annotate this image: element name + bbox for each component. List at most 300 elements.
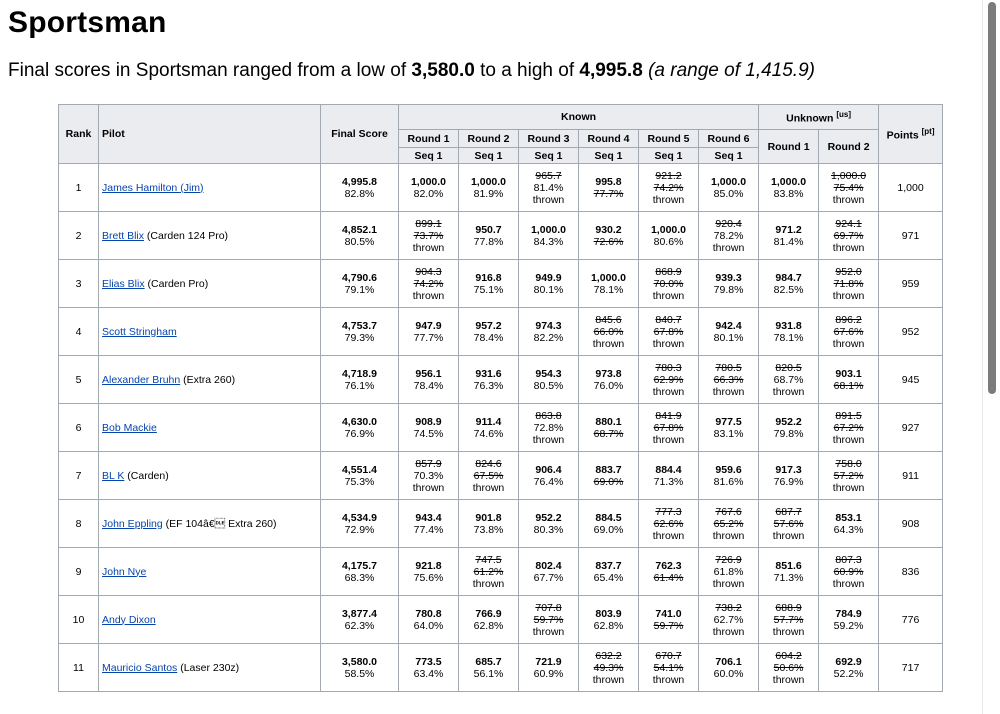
- round-score-cell: [819, 260, 879, 308]
- round-score: 880.1: [595, 415, 622, 428]
- final-score-value: 4,551.4: [341, 463, 378, 476]
- round-score: 738.2: [715, 601, 742, 614]
- round-score: 959.6: [715, 463, 742, 476]
- round-pct: 60.9%: [833, 565, 864, 578]
- thrown-label: thrown: [592, 673, 625, 686]
- round-score: 954.3: [535, 367, 562, 380]
- aircraft-label: (Laser 230z): [177, 661, 240, 674]
- round-pct: 70.3%: [413, 469, 444, 482]
- round-score-cell: [579, 548, 639, 596]
- points-cell: 1,000: [879, 164, 943, 212]
- round-score-cell: [519, 308, 579, 356]
- round-score-cell: [459, 644, 519, 692]
- round-score: 883.7: [595, 463, 622, 476]
- header-seq: Seq 1: [459, 148, 519, 164]
- thrown-label: thrown: [532, 193, 565, 206]
- round-pct: 54.1%: [653, 661, 684, 674]
- round-score-cell: [759, 404, 819, 452]
- round-score-cell: [519, 212, 579, 260]
- thrown-label: thrown: [712, 241, 745, 254]
- round-pct: 63.4%: [413, 667, 444, 680]
- thrown-label: thrown: [652, 289, 685, 302]
- round-score-cell: [819, 308, 879, 356]
- round-pct: 77.7%: [413, 331, 444, 344]
- final-score-value: 3,580.0: [341, 655, 378, 668]
- rank-cell: 11: [59, 644, 99, 692]
- round-score: 931.6: [475, 367, 502, 380]
- round-score: 977.5: [715, 415, 742, 428]
- round-score: 901.8: [475, 511, 502, 524]
- round-pct: 81.6%: [713, 475, 744, 488]
- thrown-label: thrown: [412, 289, 445, 302]
- round-score: 780.5: [715, 361, 742, 374]
- round-score-cell: [579, 596, 639, 644]
- final-score-cell: [321, 164, 399, 212]
- round-score-cell: [639, 356, 699, 404]
- rank-cell: 3: [59, 260, 99, 308]
- round-score-cell: [459, 356, 519, 404]
- round-pct: 77.7%: [593, 187, 624, 200]
- header-unknown-note[interactable]: [us]: [836, 109, 851, 119]
- rank-cell: 10: [59, 596, 99, 644]
- round-score: 916.8: [475, 271, 502, 284]
- thrown-label: thrown: [712, 529, 745, 542]
- round-pct: 83.8%: [773, 187, 804, 200]
- round-score: 921.8: [415, 559, 442, 572]
- points-cell: 836: [879, 548, 943, 596]
- round-score: 692.9: [835, 655, 862, 668]
- round-pct: 85.0%: [713, 187, 744, 200]
- round-score: 947.9: [415, 319, 442, 332]
- pilot-link[interactable]: Brett Blix: [102, 229, 145, 242]
- points-cell: 927: [879, 404, 943, 452]
- scrollbar[interactable]: [982, 0, 1000, 714]
- round-pct: 67.2%: [833, 421, 864, 434]
- round-pct: 75.4%: [833, 181, 864, 194]
- round-score-cell: [759, 596, 819, 644]
- final-score-pct: 62.3%: [344, 619, 375, 632]
- round-pct: 82.0%: [413, 187, 444, 200]
- round-score: 920.4: [715, 217, 742, 230]
- final-score-value: 4,995.8: [341, 175, 378, 188]
- thrown-label: thrown: [772, 625, 805, 638]
- round-pct: 80.3%: [533, 523, 564, 536]
- round-score-cell: [519, 500, 579, 548]
- round-pct: 59.7%: [533, 613, 564, 626]
- header-points-label: Points: [886, 129, 919, 142]
- round-score-cell: [579, 356, 639, 404]
- round-score-cell: [579, 500, 639, 548]
- round-score: 899.1: [415, 217, 442, 230]
- points-cell: 945: [879, 356, 943, 404]
- round-score: 820.5: [775, 361, 802, 374]
- points-cell: 776: [879, 596, 943, 644]
- table-row: [59, 164, 943, 212]
- round-score-cell: [699, 308, 759, 356]
- round-score: 917.3: [775, 463, 802, 476]
- round-score: 802.4: [535, 559, 562, 572]
- final-score-pct: 58.5%: [344, 667, 375, 680]
- results-body: [59, 164, 943, 692]
- round-pct: 67.8%: [653, 325, 684, 338]
- thrown-label: thrown: [712, 385, 745, 398]
- round-score-cell: [759, 260, 819, 308]
- final-score-cell: [321, 500, 399, 548]
- thrown-label: thrown: [772, 529, 805, 542]
- round-score: 721.9: [535, 655, 562, 668]
- round-score: 1,000.0: [410, 175, 447, 188]
- round-score: 942.4: [715, 319, 742, 332]
- round-score-cell: [639, 212, 699, 260]
- pilot-link[interactable]: Bob Mackie: [102, 421, 157, 434]
- round-score-cell: [759, 308, 819, 356]
- round-score-cell: [519, 164, 579, 212]
- final-score-pct: 68.3%: [344, 571, 375, 584]
- round-pct: 52.2%: [833, 667, 864, 680]
- round-score: 904.3: [415, 265, 442, 278]
- final-score-value: 4,534.9: [341, 511, 378, 524]
- table-row: [59, 212, 943, 260]
- round-pct: 49.3%: [593, 661, 624, 674]
- round-pct: 80.1%: [713, 331, 744, 344]
- header-known-round: Round 1: [399, 130, 459, 148]
- header-unknown-round: Round 2: [819, 130, 879, 164]
- round-score-cell: [639, 452, 699, 500]
- round-score: 687.7: [775, 505, 802, 518]
- header-unknown: [759, 105, 879, 130]
- round-pct: 69.0%: [593, 475, 624, 488]
- round-pct: 59.2%: [833, 619, 864, 632]
- round-score-cell: [639, 596, 699, 644]
- round-pct: 68.1%: [833, 379, 864, 392]
- final-score-value: 3,877.4: [341, 607, 378, 620]
- round-score: 965.7: [535, 169, 562, 182]
- round-score: 857.9: [415, 457, 442, 470]
- round-score: 1,000.0: [831, 169, 867, 182]
- round-score: 803.9: [595, 607, 622, 620]
- header-known: Known: [399, 105, 759, 130]
- round-score-cell: [819, 596, 879, 644]
- round-pct: 74.2%: [413, 277, 444, 290]
- round-pct: 57.2%: [833, 469, 864, 482]
- round-pct: 71.8%: [833, 277, 864, 290]
- table-row: [59, 500, 943, 548]
- round-score-cell: [579, 404, 639, 452]
- round-score-cell: [399, 500, 459, 548]
- round-score-cell: [519, 356, 579, 404]
- points-cell: 959: [879, 260, 943, 308]
- round-pct: 81.4%: [773, 235, 804, 248]
- round-score: 903.1: [835, 367, 862, 380]
- round-pct: 50.6%: [773, 661, 804, 674]
- final-score-cell: [321, 548, 399, 596]
- round-score: 956.1: [415, 367, 442, 380]
- round-pct: 57.6%: [773, 517, 804, 530]
- round-score: 931.8: [775, 319, 802, 332]
- thrown-label: thrown: [532, 433, 565, 446]
- round-pct: 62.8%: [593, 619, 624, 632]
- pilot-link[interactable]: Alexander Bruhn: [102, 373, 181, 386]
- round-score: 604.2: [775, 649, 802, 662]
- aircraft-label: (EF 104â€ Extra 260): [162, 517, 277, 530]
- round-pct: 61.4%: [653, 571, 684, 584]
- table-row: [59, 452, 943, 500]
- round-pct: 81.4%: [533, 181, 564, 194]
- aircraft-label: (Carden Pro): [144, 277, 209, 290]
- round-score-cell: [519, 452, 579, 500]
- round-score: 930.2: [595, 223, 622, 236]
- header-known-round: Round 5: [639, 130, 699, 148]
- thrown-label: thrown: [532, 625, 565, 638]
- round-pct: 74.2%: [653, 181, 684, 194]
- rank-cell: 1: [59, 164, 99, 212]
- round-score: 762.3: [655, 559, 682, 572]
- round-score: 841.9: [655, 409, 682, 422]
- pilot-cell: [99, 260, 321, 308]
- summary-high: 4,995.8: [579, 60, 643, 81]
- round-pct: 78.4%: [473, 331, 504, 344]
- round-score-cell: [639, 260, 699, 308]
- round-score: 758.0: [835, 457, 862, 470]
- round-score-cell: [399, 404, 459, 452]
- round-score-cell: [399, 548, 459, 596]
- round-pct: 76.3%: [473, 379, 504, 392]
- round-score: 773.5: [415, 655, 442, 668]
- header-seq: Seq 1: [579, 148, 639, 164]
- pilot-cell: [99, 356, 321, 404]
- final-score-pct: 75.3%: [344, 475, 375, 488]
- final-score-pct: 79.3%: [344, 331, 375, 344]
- round-score: 891.5: [835, 409, 862, 422]
- round-score-cell: [699, 212, 759, 260]
- header-rank: Rank: [59, 105, 99, 164]
- header-points-note[interactable]: [pt]: [921, 126, 935, 136]
- thrown-label: thrown: [712, 577, 745, 590]
- round-score: 884.5: [595, 511, 622, 524]
- round-score-cell: [459, 500, 519, 548]
- round-score: 952.2: [775, 415, 802, 428]
- round-pct: 77.4%: [413, 523, 444, 536]
- rank-cell: 6: [59, 404, 99, 452]
- pilot-link[interactable]: Mauricio Santos: [102, 661, 178, 674]
- round-pct: 74.6%: [473, 427, 504, 440]
- table-row: [59, 548, 943, 596]
- round-score-cell: [759, 212, 819, 260]
- round-score-cell: [399, 596, 459, 644]
- round-score-cell: [459, 308, 519, 356]
- round-score-cell: [459, 452, 519, 500]
- round-score-cell: [639, 500, 699, 548]
- pilot-cell: [99, 452, 321, 500]
- pilot-cell: [99, 596, 321, 644]
- round-score-cell: [459, 260, 519, 308]
- round-pct: 62.6%: [653, 517, 684, 530]
- final-score-cell: [321, 212, 399, 260]
- round-score: 906.4: [535, 463, 562, 476]
- round-score: 840.7: [655, 313, 682, 326]
- header-seq: Seq 1: [699, 148, 759, 164]
- pilot-link[interactable]: BL K: [102, 469, 125, 482]
- final-score-cell: [321, 308, 399, 356]
- round-pct: 79.8%: [773, 427, 804, 440]
- scrollbar-thumb[interactable]: [988, 2, 996, 394]
- summary-mid: to a high of: [474, 60, 580, 81]
- round-score-cell: [759, 548, 819, 596]
- header-seq: Seq 1: [399, 148, 459, 164]
- round-pct: 72.6%: [593, 235, 624, 248]
- pilot-cell: [99, 212, 321, 260]
- round-score-cell: [639, 644, 699, 692]
- summary-low: 3,580.0: [411, 60, 475, 81]
- round-score: 924.1: [835, 217, 862, 230]
- round-score-cell: [399, 452, 459, 500]
- pilot-link[interactable]: Andy Dixon: [102, 613, 156, 626]
- thrown-label: thrown: [472, 577, 505, 590]
- round-score-cell: [699, 356, 759, 404]
- thrown-label: thrown: [772, 673, 805, 686]
- rank-cell: 5: [59, 356, 99, 404]
- round-score-cell: [759, 452, 819, 500]
- round-score-cell: [699, 548, 759, 596]
- round-pct: 64.3%: [833, 523, 864, 536]
- round-pct: 62.8%: [473, 619, 504, 632]
- round-score: 950.7: [475, 223, 502, 236]
- thrown-label: thrown: [832, 481, 865, 494]
- round-score: 824.6: [475, 457, 502, 470]
- final-score-value: 4,630.0: [341, 415, 378, 428]
- final-score-pct: 76.1%: [344, 379, 375, 392]
- round-score-cell: [459, 548, 519, 596]
- thrown-label: thrown: [592, 337, 625, 350]
- final-score-value: 4,175.7: [341, 559, 378, 572]
- aircraft-label: (Carden 124 Pro): [144, 229, 229, 242]
- round-score-cell: [699, 452, 759, 500]
- pilot-link[interactable]: James Hamilton (Jim): [102, 181, 204, 194]
- round-score: 1,000.0: [711, 175, 747, 188]
- pilot-cell: [99, 548, 321, 596]
- round-pct: 66.3%: [713, 373, 744, 386]
- thrown-label: thrown: [832, 433, 865, 446]
- round-pct: 67.6%: [833, 325, 864, 338]
- round-pct: 81.9%: [473, 187, 504, 200]
- round-score: 911.4: [475, 415, 502, 428]
- round-score: 807.3: [835, 553, 862, 566]
- header-seq: Seq 1: [639, 148, 699, 164]
- round-pct: 82.5%: [773, 283, 804, 296]
- table-row: [59, 260, 943, 308]
- pilot-link[interactable]: John Nye: [102, 565, 147, 578]
- final-score-value: 4,753.7: [341, 319, 378, 332]
- pilot-link[interactable]: John Eppling: [102, 517, 163, 530]
- round-score: 957.2: [475, 319, 502, 332]
- round-pct: 82.2%: [533, 331, 564, 344]
- round-pct: 78.1%: [593, 283, 624, 296]
- round-pct: 79.8%: [713, 283, 744, 296]
- round-score: 780.3: [655, 361, 682, 374]
- round-score-cell: [819, 548, 879, 596]
- round-pct: 76.4%: [533, 475, 564, 488]
- round-pct: 59.7%: [653, 619, 684, 632]
- final-score-value: 4,790.6: [341, 271, 378, 284]
- pilot-link[interactable]: Scott Stringham: [102, 325, 177, 338]
- round-pct: 78.2%: [713, 229, 744, 242]
- table-row: [59, 644, 943, 692]
- round-score-cell: [399, 212, 459, 260]
- round-score: 973.8: [595, 367, 622, 380]
- rank-cell: 7: [59, 452, 99, 500]
- round-score: 1,000.0: [530, 223, 567, 236]
- pilot-cell: [99, 500, 321, 548]
- thrown-label: thrown: [652, 193, 685, 206]
- round-score: 784.9: [835, 607, 862, 620]
- round-score-cell: [699, 404, 759, 452]
- round-score-cell: [459, 596, 519, 644]
- round-score: 995.8: [595, 175, 622, 188]
- round-pct: 61.8%: [713, 565, 744, 578]
- round-score-cell: [759, 164, 819, 212]
- final-score-pct: 82.8%: [344, 187, 375, 200]
- thrown-label: thrown: [652, 433, 685, 446]
- round-score-cell: [699, 260, 759, 308]
- round-score: 851.6: [775, 559, 802, 572]
- round-pct: 76.0%: [593, 379, 624, 392]
- points-cell: 908: [879, 500, 943, 548]
- table-row: [59, 404, 943, 452]
- pilot-link[interactable]: Elias Blix: [102, 277, 145, 290]
- round-pct: 71.3%: [653, 475, 684, 488]
- round-pct: 77.8%: [473, 235, 504, 248]
- round-score-cell: [579, 452, 639, 500]
- round-score: 952.2: [535, 511, 562, 524]
- round-score-cell: [819, 500, 879, 548]
- rank-cell: 9: [59, 548, 99, 596]
- round-score: 1,000.0: [771, 175, 807, 188]
- round-score: 688.9: [775, 601, 802, 614]
- thrown-label: thrown: [712, 625, 745, 638]
- round-score-cell: [519, 260, 579, 308]
- round-score: 747.5: [475, 553, 502, 566]
- round-score-cell: [699, 500, 759, 548]
- round-score-cell: [699, 644, 759, 692]
- round-score-cell: [459, 164, 519, 212]
- round-score: 766.9: [475, 607, 502, 620]
- round-score-cell: [699, 596, 759, 644]
- round-score: 670.7: [655, 649, 682, 662]
- round-score-cell: [819, 404, 879, 452]
- round-pct: 67.8%: [653, 421, 684, 434]
- round-pct: 74.5%: [413, 427, 444, 440]
- round-score-cell: [459, 404, 519, 452]
- round-pct: 65.2%: [713, 517, 744, 530]
- round-score-cell: [819, 212, 879, 260]
- final-score-pct: 80.5%: [344, 235, 375, 248]
- round-score-cell: [399, 308, 459, 356]
- thrown-label: thrown: [832, 193, 865, 206]
- round-pct: 73.7%: [413, 229, 444, 242]
- round-score: 868.9: [655, 265, 682, 278]
- thrown-label: thrown: [412, 241, 445, 254]
- round-score: 952.0: [835, 265, 862, 278]
- round-pct: 62.9%: [653, 373, 684, 386]
- thrown-label: thrown: [832, 241, 865, 254]
- results-table: [58, 104, 943, 692]
- final-score-cell: [321, 260, 399, 308]
- round-pct: 61.2%: [473, 565, 504, 578]
- round-score: 984.7: [775, 271, 802, 284]
- thrown-label: thrown: [412, 481, 445, 494]
- round-score: 863.8: [535, 409, 562, 422]
- round-pct: 80.1%: [533, 283, 564, 296]
